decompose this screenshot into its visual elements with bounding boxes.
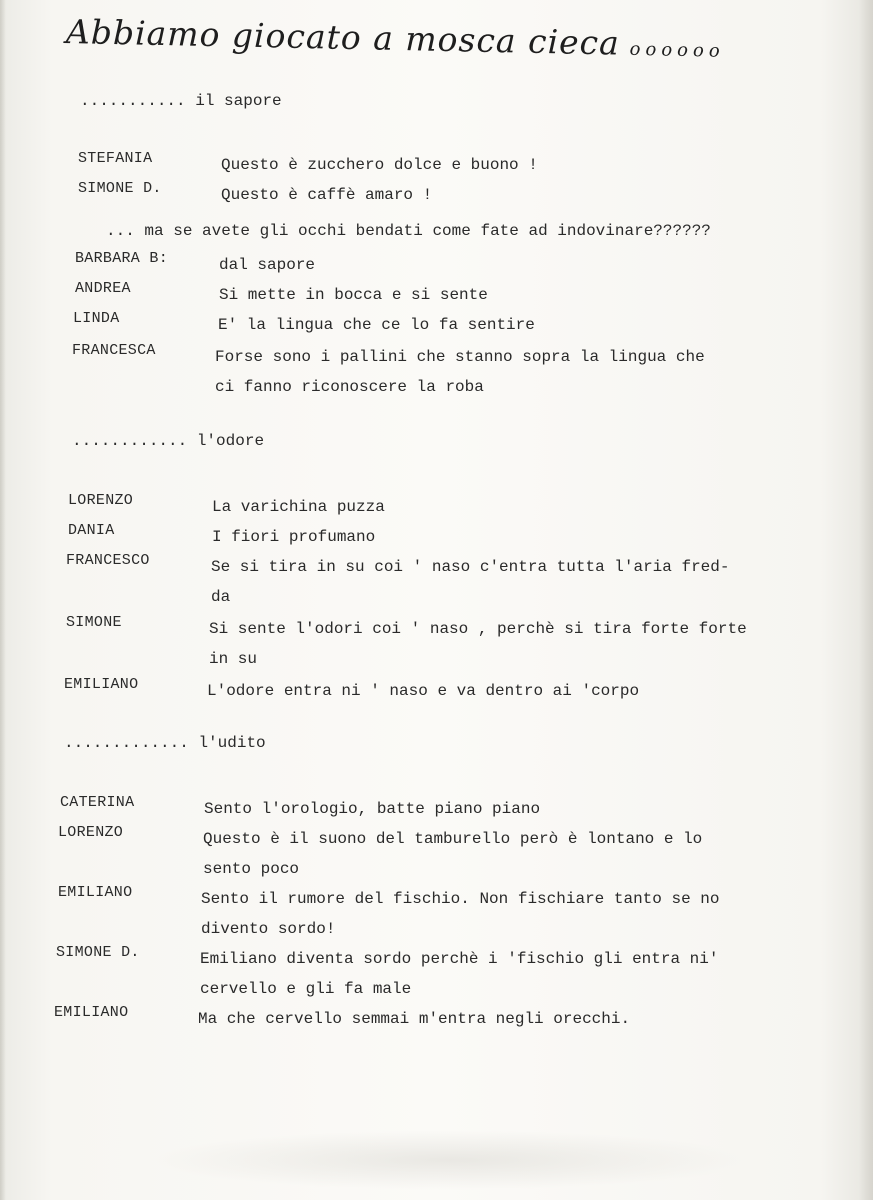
speaker-name: EMILIANO xyxy=(54,1004,129,1021)
section-heading-sapore xyxy=(80,92,282,110)
speaker-name: LORENZO xyxy=(68,492,134,509)
dialogue-text: Questo è il suono del tamburello però è lontano e lo sento poco xyxy=(203,830,703,878)
speaker-name: CATERINA xyxy=(60,794,135,811)
dialogue-text: Sento l'orologio, batte piano piano xyxy=(204,800,541,818)
page-left-edge xyxy=(0,0,6,1200)
dialogue-text: Forse sono i pallini che stanno sopra la lingua che ci fanno riconoscere la roba xyxy=(215,348,705,396)
section-heading-udito xyxy=(64,734,266,752)
interjection-line xyxy=(106,222,711,240)
page-right-edge xyxy=(859,0,873,1200)
dialogue-text: I fiori profumano xyxy=(212,528,376,546)
title-dots: oooooo xyxy=(629,38,725,62)
speaker-name: SIMONE D. xyxy=(56,944,140,961)
speaker-name: BARBARA B: xyxy=(75,250,169,267)
section-lead-dots: ............ xyxy=(72,432,188,450)
speaker-name: EMILIANO xyxy=(58,884,133,901)
speaker-name: STEFANIA xyxy=(78,150,153,167)
handwritten-title xyxy=(66,12,726,65)
speaker-name: DANIA xyxy=(68,522,115,539)
dialogue-text: Sento il rumore del fischio. Non fischiare tanto se no divento sordo! xyxy=(201,890,720,938)
speaker-name: EMILIANO xyxy=(64,676,139,693)
dialogue-text: Emiliano diventa sordo perchè i 'fischio gli entra ni' cervello e gli fa male xyxy=(200,950,719,998)
speaker-name: SIMONE xyxy=(66,614,122,631)
section-lead-dots: ............. xyxy=(64,734,189,752)
section-label: l'udito xyxy=(198,734,266,752)
bleed-through-smudge xyxy=(150,1130,750,1190)
speaker-name: ANDREA xyxy=(75,280,131,297)
dialogue-text: Se si tira in su coi ' naso c'entra tutta l'aria fred- da xyxy=(211,558,730,606)
dialogue-text: Ma che cervello semmai m'entra negli orecchi. xyxy=(198,1010,631,1028)
speaker-name: FRANCESCO xyxy=(66,552,150,569)
dialogue-text: L'odore entra ni ' naso e va dentro ai 'corpo xyxy=(207,682,640,700)
section-label: il sapore xyxy=(195,92,282,110)
dialogue-text: La varichina puzza xyxy=(212,498,385,516)
dialogue-text: Si mette in bocca e si sente xyxy=(219,286,488,304)
speaker-name: SIMONE D. xyxy=(78,180,162,197)
speaker-name: LORENZO xyxy=(58,824,124,841)
section-heading-odore xyxy=(72,432,264,450)
interjection-text: ... ma se avete gli occhi bendati come fate ad indovinare?????? xyxy=(106,222,711,240)
dialogue-text: Questo è zucchero dolce e buono ! xyxy=(221,156,538,174)
speaker-name: LINDA xyxy=(73,310,120,327)
section-label: l'odore xyxy=(196,432,265,450)
section-lead-dots: ........... xyxy=(80,92,186,110)
speaker-name: FRANCESCA xyxy=(72,342,156,359)
dialogue-text: E' la lingua che ce lo fa sentire xyxy=(218,316,535,334)
dialogue-text: Si sente l'odori coi ' naso , perchè si tira forte forte in su xyxy=(209,620,747,668)
title-text: Abbiamo giocato a mosca cieca xyxy=(65,12,621,63)
dialogue-text: dal sapore xyxy=(219,256,316,274)
dialogue-text: Questo è caffè amaro ! xyxy=(221,186,433,204)
